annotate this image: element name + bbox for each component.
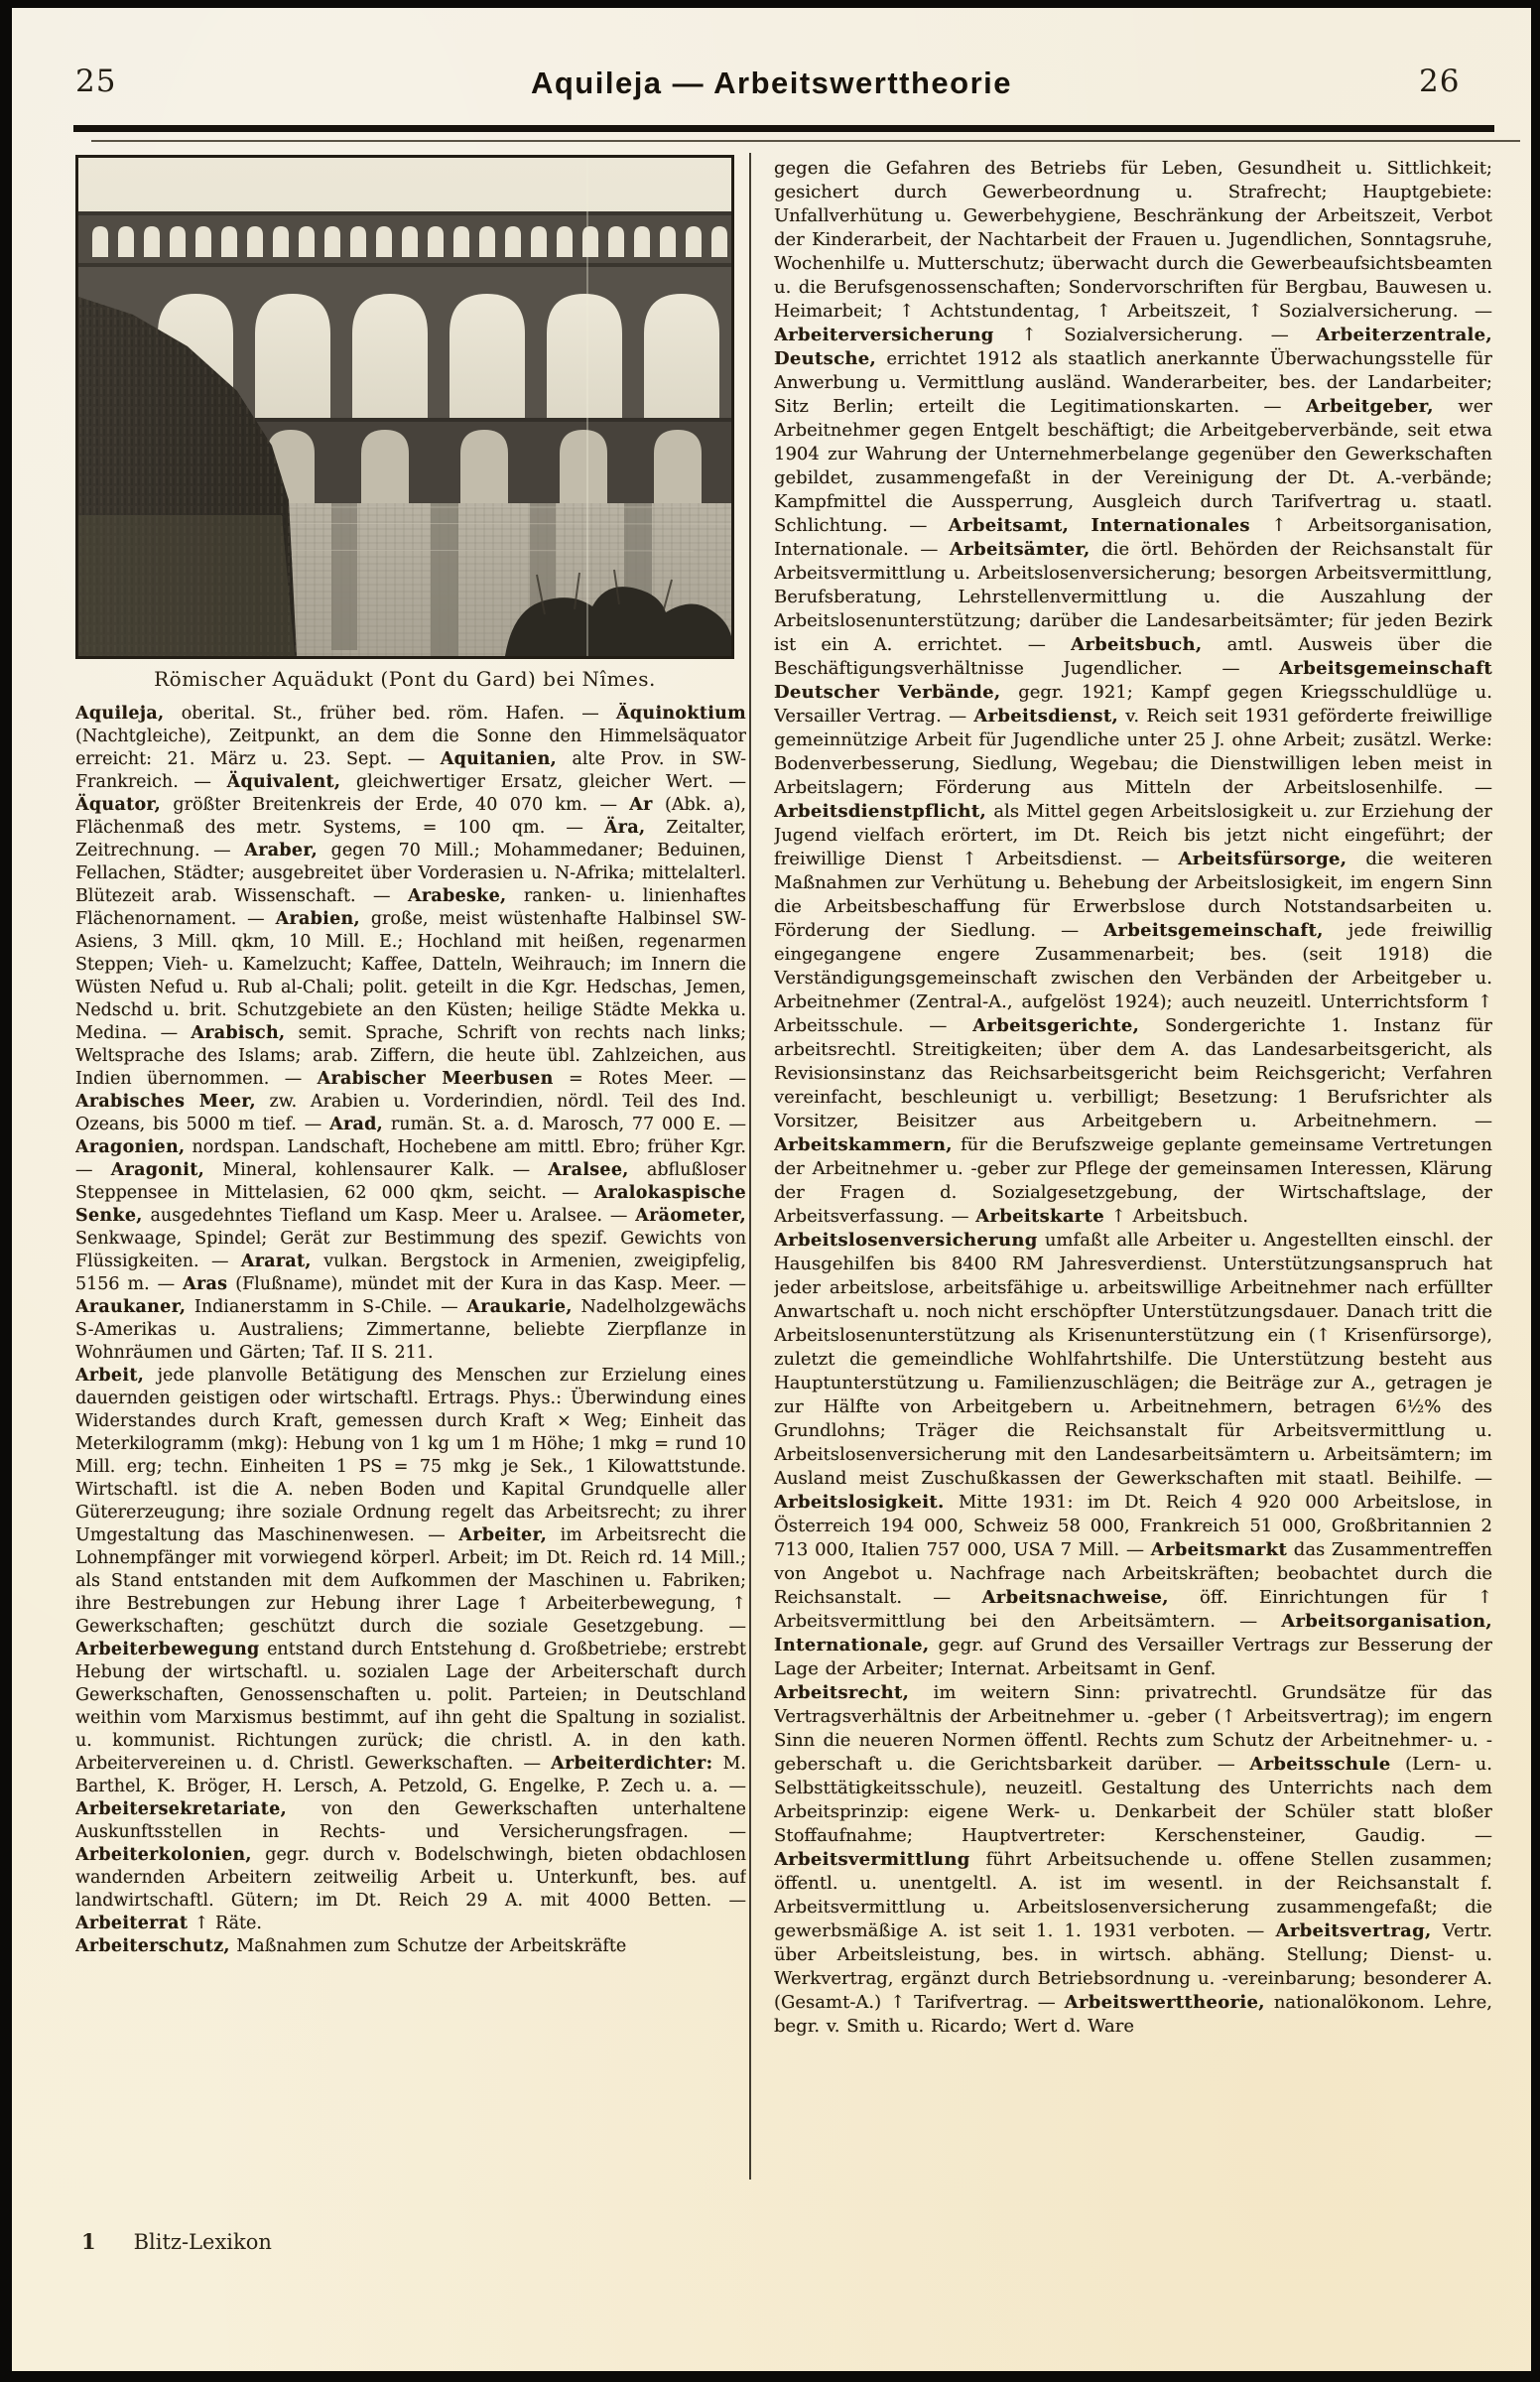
entry-text: gegr. durch v. Bodelschwingh, bieten obdachlosen wandernden Arbeitern zeitweilig Arbeit u. Unterkunft, bes. auf landwirtschaftl. Gütern; im Dt. Reich 29 A. mit 4000 Betten. — <box>75 1845 746 1911</box>
entry-headword: Arbeitswerttheorie, <box>1064 1992 1265 2013</box>
entry-headword: Arabisch, <box>191 1023 286 1043</box>
entry-headword: Arbeitsvermittlung <box>774 1849 970 1870</box>
entry-headword: Ära, <box>603 818 646 838</box>
entry-headword: Arbeitsschule <box>1249 1754 1391 1775</box>
entry-headword: Arbeitslosenversicherung <box>774 1230 1038 1251</box>
left-text-column <box>75 703 746 2187</box>
entry-headword: Arbeitsdienst, <box>973 706 1119 727</box>
page-paper <box>12 8 1531 2371</box>
entry-headword: Aras <box>183 1274 228 1294</box>
entry-text: Mitte 1931: im Dt. Reich 4 920 000 Arbeitslose, in Österreich 194 000, Schweiz 58 000, Frankreich 51 000, Großbritannien 2 713 000, Italien 757 000, USA 7 Mill. — <box>774 1492 1492 1560</box>
entry-headword: Aragonien, <box>75 1137 186 1157</box>
entry-headword: Aquitanien, <box>440 749 557 769</box>
entry-text: gegen 70 Mill.; Mohammedaner; Beduinen, Fellachen, Städter; ausgebreitet über Vorderasien u. N-Afrika; mittelalterl. Blütezeit arab. Wissenschaft. — <box>75 841 746 906</box>
entry-text: semit. Sprache, Schrift von rechts nach links; Weltsprache des Islams; arab. Ziffern, die heute übl. Zahlzeichen, aus Indien übernommen. — <box>75 1023 746 1089</box>
entry-text: ↑ Arbeitsbuch. <box>1103 1206 1248 1227</box>
entry-headword: Arabisches Meer, <box>75 1092 256 1112</box>
entry-text: im Arbeitsrecht die Lohnempfänger mit vorwiegend körperl. Arbeit; im Dt. Reich rd. 14 Mill.; als Stand entstanden mit dem Aufkommen der Maschinen u. Fabriken; ihre Bestrebungen zur Hebung ihrer Lage ↑ Arbeiterbewegung, ↑ Gewerkschaften; geschützt durch die soziale Gesetzgebung. — <box>75 1525 746 1637</box>
entry-headword: Arbeit, <box>75 1366 145 1386</box>
entry-headword: Aralokaspische Senke, <box>75 1183 746 1226</box>
footer-signature-mark: 1 <box>81 2229 96 2254</box>
entry-headword: Ar <box>629 795 653 815</box>
entry-headword: Arbeiterbewegung <box>75 1640 260 1659</box>
entry-headword: Araukaner, <box>75 1297 187 1317</box>
entry-headword: Aquileja, <box>75 704 165 724</box>
entry-text: rumän. St. a. d. Marosch, 77 000 E. — <box>383 1115 746 1134</box>
entry-text: Indianerstamm in S-Chile. — <box>186 1297 467 1317</box>
entry-headword: Arbeitgeber, <box>1306 396 1434 417</box>
entry-text: ↑ Räte. <box>188 1914 262 1933</box>
entry-headword: Arbeiterversicherung <box>774 325 994 345</box>
figure-caption: Römischer Aquädukt (Pont du Gard) bei Nîmes. <box>154 667 656 691</box>
entry-text: abflußloser Steppensee in Mittelasien, 62 000 qkm, seicht. — <box>75 1160 746 1203</box>
entry-headword: Arbeiter, <box>458 1525 548 1545</box>
entry-text: die örtl. Behörden der Reichsanstalt für Arbeitsvermittlung u. Arbeitslosenversicherung; besorgen Arbeitsvermittlung, Berufsberatung, Lehrstellenvermittlung u. die Auszahlung der Arbeitslosenunterstützung; darüber die Landesarbeitsämter; für jeden Bezirk ist ein A. errichtet. — <box>774 539 1492 655</box>
entry-text: (Flußname), mündet mit der Kura in das Kasp. Meer. — <box>227 1274 746 1294</box>
page-footer <box>81 2229 272 2254</box>
right-text-column <box>774 157 1492 2180</box>
entry-headword: Ararat, <box>240 1252 312 1271</box>
entry-headword: Aräometer, <box>635 1206 746 1226</box>
entry-text: ↑ Arbeitsorganisation, Internationale. — <box>774 515 1492 560</box>
entry-headword: Arbeiterschutz, <box>75 1936 230 1956</box>
entry-text: Sondergerichte 1. Instanz für arbeitsrechtl. Streitigkeiten; über dem A. das Landesarbeitsgericht, als Revisionsinstanz das Reichsarbeitsgericht beim Reichsgericht; Verfahren vereinfacht, beschleunigt u. verbilligt; Besetzung: 1 Berufsrichter als Vorsitzer, Beisitzer aus Arbeitgebern u. Arbeitnehmern. — <box>774 1015 1492 1131</box>
entry-text: v. Reich seit 1931 geförderte freiwillige gemeinnützige Arbeit für Jugendliche unter 25 J. ohne Arbeit; zusätzl. Werke: Bodenverbesserung, Siedlung, Wegebau; die Dienstwilligen leben meist in Arbeitslagern; Förderung aus Mitteln der Arbeitslosenhilfe. — <box>774 706 1492 798</box>
entry-text: nordspan. Landschaft, Hochebene am mittl. Ebro; früher Kgr. — <box>75 1137 746 1180</box>
footer-work-title: Blitz-Lexikon <box>133 2230 272 2254</box>
entry-headword: Aragonit, <box>110 1160 204 1180</box>
entry-text: ausgedehntes Tiefland um Kasp. Meer u. Aralsee. — <box>142 1206 636 1226</box>
entry-paragraph <box>774 1229 1492 1681</box>
page-number-right: 26 <box>1419 64 1461 99</box>
entry-paragraph <box>774 1681 1492 2039</box>
entry-text: Senkwaage, Spindel; Gerät zur Bestimmung des spezif. Gewichts von Flüssigkeiten. — <box>75 1229 746 1271</box>
entry-text: nationalökonom. Lehre, begr. v. Smith u. Ricardo; Wert d. Ware <box>774 1992 1492 2037</box>
entry-headword: Araber, <box>244 841 318 860</box>
entry-headword: Arad, <box>329 1115 384 1134</box>
entry-text: öff. Einrichtungen für ↑ Arbeitsvermittlung bei den Arbeitsämtern. — <box>774 1587 1492 1632</box>
entry-paragraph <box>75 1365 746 1935</box>
entry-text: errichtet 1912 als staatlich anerkannte Überwachungsstelle für Anwerbung u. Vermittlung ausländ. Wanderarbeiter, bes. der Landarbeiter; Sitz Berlin; erteilt die Legitimationskarten. — <box>774 348 1492 417</box>
entry-headword: Arbeitsamt, Internationales <box>948 515 1250 536</box>
entry-headword: Arbeiterkolonien, <box>75 1845 252 1865</box>
entry-text: als Mittel gegen Arbeitslosigkeit u. zur Erziehung der Jugend vielfach erörtert, im Dt. Reich bis jetzt nicht eingeführt; der freiwillige Dienst ↑ Arbeitsdienst. — <box>774 801 1492 869</box>
aqueduct-photo-illustration <box>78 158 731 656</box>
page-title: Aquileja — Arbeitswerttheorie <box>530 66 1013 100</box>
entry-text: entstand durch Entstehung d. Großbetriebe; erstrebt Hebung der wirtschaftl. u. sozialen Lage der Arbeiterschaft durch Gewerkschaften, Genossenschaften u. polit. Parteien; in Deutschland weithin vom Marxismus bestimmt, auf ihn geht die Spaltung in sozialist. u. kommunist. Richtungen zurück; die christl. A. in den kath. Arbeitervereinen u. d. Christl. Gewerkschaften. — <box>75 1640 746 1774</box>
entry-text: Mineral, kohlensaurer Kalk. — <box>204 1160 549 1180</box>
entry-text: ranken- u. linienhaftes Flächenornament. — <box>75 886 746 929</box>
entry-headword: Arbeitsmarkt <box>1150 1539 1288 1560</box>
entry-text: wer Arbeitnehmer gegen Entgelt beschäftigt; die Arbeitgeberverbände, seit etwa 1904 zur Wahrung der Unternehmerbelange gegenüber den Gewerkschaften gebildet, zusammengefaßt in der Vereinigung der Dt. A.-verbände; Kampfmittel die Aussperrung, Ausgleich durch Tarifvertrag u. staatl. Schlichtung. — <box>774 396 1492 536</box>
header-rule-thin <box>91 140 1520 142</box>
entry-text: (Nachtgleiche), Zeitpunkt, an dem die Sonne den Himmelsäquator erreicht: 21. März u. 23. Sept. — <box>75 727 746 769</box>
entry-text: umfaßt alle Arbeiter u. Angestellten einschl. der Hausgehilfen bis 8400 RM Jahresverdienst. Unterstützungsanspruch hat jeder arbeitslose, arbeitsfähige u. arbeitswillige Arbeitnehmer nach erfüllter Anwartschaft u. noch nicht erschöpfter Unterstützungsdauer. Danach tritt die Arbeitslosenunterstützung als Krisenunterstützung ein (↑ Krisenfürsorge), zuletzt die gemeindliche Wohlfahrtshilfe. Die Unterstützung besteht aus Hauptunterstützung u. Familienzuschlägen; die Beiträge zur A., getragen je zur Hälfte von Arbeitgebern u. Arbeitnehmern, betragen 6½% des Grundlohns; Träger die Reichsanstalt für Arbeitsvermittlung u. Arbeitslosenversicherung mit den Landesarbeitsämtern u. Arbeitsämtern; im Ausland meist Zuschußkassen der Gewerkschaften mit staatl. Beihilfe. — <box>774 1230 1492 1489</box>
entry-headword: Arbeitsdienstpflicht, <box>774 801 987 822</box>
entry-text: ↑ Sozialversicherung. — <box>993 325 1317 345</box>
entry-headword: Arbeitskarte <box>975 1206 1104 1227</box>
entry-text: Maßnahmen zum Schutze der Arbeitskräfte <box>229 1936 627 1956</box>
entry-text: gleichwertiger Ersatz, gleicher Wert. — <box>340 772 746 792</box>
entry-text: größter Breitenkreis der Erde, 40 070 km. — <box>161 795 630 815</box>
entry-headword: Äquivalent, <box>226 772 341 792</box>
entry-text: führt Arbeitsuchende u. offene Stellen zusammen; öffentl. u. unentgeltl. A. ist im wesentl. in der Reichsanstalt f. Arbeitsvermittlung u. Arbeitslosenversicherung zusammengefaßt; die gewerbsmäßige A. ist seit 1. 1. 1931 verboten. — <box>774 1849 1492 1941</box>
entry-paragraph <box>75 1935 746 1958</box>
entry-text: das Zusammentreffen von Angebot u. Nachfrage nach Arbeitskräften; beobachtet durch die Reichsanstalt. — <box>774 1539 1492 1608</box>
entry-headword: Arbeitslosigkeit. <box>774 1492 945 1513</box>
entry-headword: Äquinoktium <box>616 704 746 724</box>
entry-text: für die Berufszweige geplante gemeinsame Vertretungen der Arbeitnehmer u. -geber zur Pflege der gemeinsamen Interessen, Klärung der Fragen d. Sozialgesetzgebung, der Wirtschaftslage, der Arbeitsverfassung. — <box>774 1134 1492 1227</box>
entry-text: Nadelholzgewächs S-Amerikas u. Australiens; Zimmertanne, beliebte Zierpflanze in Wohnräumen und Gärten; Taf. II S. 211. <box>75 1297 746 1363</box>
entry-headword: Arbeitsämter, <box>950 539 1091 560</box>
entry-text: (Abk. a), Flächenmaß des metr. Systems, = 100 qm. — <box>75 795 746 838</box>
entry-text: große, meist wüstenhafte Halbinsel SW-Asiens, 3 Mill. qkm, 10 Mill. E.; Hochland mit heißen, regenarmen Steppen; Vieh- u. Kamelzucht; Kaffee, Datteln, Weihrauch; im Innern die Wüsten Nefud u. Rub al-Chali; polit. geteilt in die Kgr. Hedschas, Jemen, Nedschd u. brit. Schutzgebiete an den Küsten; heilige Städte Mekka u. Medina. — <box>75 909 746 1043</box>
entry-headword: Arbeitsgerichte, <box>972 1015 1140 1036</box>
entry-text: Zeitalter, Zeitrechnung. — <box>75 818 746 860</box>
entry-headword: Arbeitsfürsorge, <box>1178 849 1348 869</box>
entry-text: gegr. 1921; Kampf gegen Kriegsschuldlüge u. Versailler Vertrag. — <box>774 682 1492 727</box>
entry-paragraph <box>75 703 746 1365</box>
entry-headword: Arbeiterdichter: <box>551 1754 713 1774</box>
entry-text: alte Prov. in SW-Frankreich. — <box>75 749 746 792</box>
entry-text: die weiteren Maßnahmen zur Verhütung u. Behebung der Arbeitslosigkeit, im engern Sinn die Arbeitsbeschaffung für Erwerbslose durch Notstandsarbeiten u. Förderung der Siedlung. — <box>774 849 1492 941</box>
entry-headword: Arabischer Meerbusen <box>317 1069 554 1089</box>
entry-headword: Arbeitsorganisation, Internationale, <box>774 1611 1492 1655</box>
entry-text: jede freiwillig eingegangene engere Zusammenarbeit; bes. (seit 1918) die Verständigungsgemeinschaft zwischen den Verbänden der Arbeitgeber u. Arbeitnehmer (Zentral-A., aufgelöst 1924); auch neuzeitl. Unterrichtsform ↑ Arbeitsschule. — <box>774 920 1492 1036</box>
entry-headword: Arbeitsvertrag, <box>1275 1920 1432 1941</box>
entry-text: M. Barthel, K. Bröger, H. Lersch, A. Petzold, G. Engelke, P. Zech u. a. — <box>75 1754 746 1796</box>
entry-text: von den Gewerkschaften unterhaltene Auskunftsstellen in Rechts- und Versicherungsfragen. — <box>75 1799 746 1842</box>
entry-headword: Aralsee, <box>548 1160 629 1180</box>
entry-headword: Arabeske, <box>407 886 507 906</box>
entry-text: oberital. St., früher bed. röm. Hafen. — <box>164 704 617 724</box>
entry-headword: Arbeitsgemeinschaft, <box>1103 920 1324 941</box>
entry-headword: Arbeitsbuch, <box>1071 634 1203 655</box>
entry-text: amtl. Ausweis über die Beschäftigungsverhältnisse Jugendlicher. — <box>774 634 1492 679</box>
entry-text: gegr. auf Grund des Versailler Vertrags zur Besserung der Lage der Arbeiter; Internat. Arbeitsamt in Genf. <box>774 1635 1492 1679</box>
entry-headword: Arbeitsgemeinschaft Deutscher Verbände, <box>774 658 1492 703</box>
entry-headword: Arabien, <box>275 909 360 929</box>
entry-text: = Rotes Meer. — <box>553 1069 746 1089</box>
entry-headword: Arbeitsnachweise, <box>981 1587 1169 1608</box>
aqueduct-photo <box>75 155 734 659</box>
entry-text: (Lern- u. Selbsttätigkeitsschule), neuzeitl. Gestaltung des Unterrichts nach dem Arbeitsprinzip: eigene Werk- u. Denkarbeit der Schüler statt bloßer Stoffaufnahme; Hauptvertreter: Kerschensteiner, Gaudig. — <box>774 1754 1492 1846</box>
entry-text: Vertr. über Arbeitsleistung, bes. in wirtsch. abhäng. Stellung; Dienst- u. Werkvertrag, ergänzt durch Betriebsordnung u. -vereinbarung; besonderer A. (Gesamt-A.) ↑ Tarifvertrag. — <box>774 1920 1492 2013</box>
entry-headword: Äquator, <box>75 795 162 815</box>
entry-paragraph <box>774 157 1492 1229</box>
entry-headword: Arbeitersekretariate, <box>75 1799 287 1819</box>
entry-headword: Arbeitsrecht, <box>774 1682 910 1703</box>
entry-text: zw. Arabien u. Vorderindien, nördl. Teil des Ind. Ozeans, bis 5000 m tief. — <box>75 1092 746 1134</box>
entry-text: im weitern Sinn: privatrechtl. Grundsätze für das Vertragsverhältnis der Arbeitnehmer u. -geber (↑ Arbeitsvertrag); im engern Sinn die neueren Normen öffentl. Rechts zum Schutz der Arbeitnehmer- u. -geberschaft u. die Gerichtsbarkeit darüber. — <box>774 1682 1492 1775</box>
entry-text: jede planvolle Betätigung des Menschen zur Erzielung eines dauernden geistigen oder wirtschaftl. Ertrags. Phys.: Überwindung eines Widerstandes durch Kraft, gemessen durch Kraft × Weg; Einheit das Meterkilogramm (mkg): Hebung von 1 kg um 1 m Höhe; 1 mkg = rund 10 Mill. erg; techn. Einheiten 1 PS = 75 mkg je Sek., 1 Kilowattstunde. Wirtschaftl. ist die A. neben Boden und Kapital Grundquelle aller Gütererzeugung; ihre soziale Ordnung regelt das Arbeitsrecht; zu ihrer Umgestaltung das Maschinenwesen. — <box>75 1366 746 1545</box>
entry-text: vulkan. Bergstock in Armenien, zweigipfelig, 5156 m. — <box>75 1252 746 1294</box>
page-number-left: 25 <box>75 64 117 99</box>
entry-text: gegen die Gefahren des Betriebs für Leben, Gesundheit u. Sittlichkeit; gesichert durch Gewerbeordnung u. Strafrecht; Hauptgebiete: Unfallverhütung u. Gewerbehygiene, Beschränkung der Arbeitszeit, Verbot der Kinderarbeit, der Nachtarbeit der Frauen u. Jugendlichen, Sonntagsruhe, Wochenhilfe u. Mutterschutz; überwacht durch die Gewerbeaufsichtsbeamten u. die Berufsgenossenschaften; Sondervorschriften für Bergbau, Bauwesen u. Heimarbeit; ↑ Achtstundentag, ↑ Arbeitszeit, ↑ Sozialversicherung. — <box>774 158 1492 322</box>
header-rule-thick <box>73 125 1494 132</box>
entry-headword: Araukarie, <box>466 1297 573 1317</box>
entry-headword: Arbeiterrat <box>75 1914 189 1933</box>
column-divider-rule <box>749 153 751 2180</box>
entry-headword: Arbeitskammern, <box>774 1134 953 1155</box>
entry-headword: Arbeiterzentrale, Deutsche, <box>774 325 1492 369</box>
